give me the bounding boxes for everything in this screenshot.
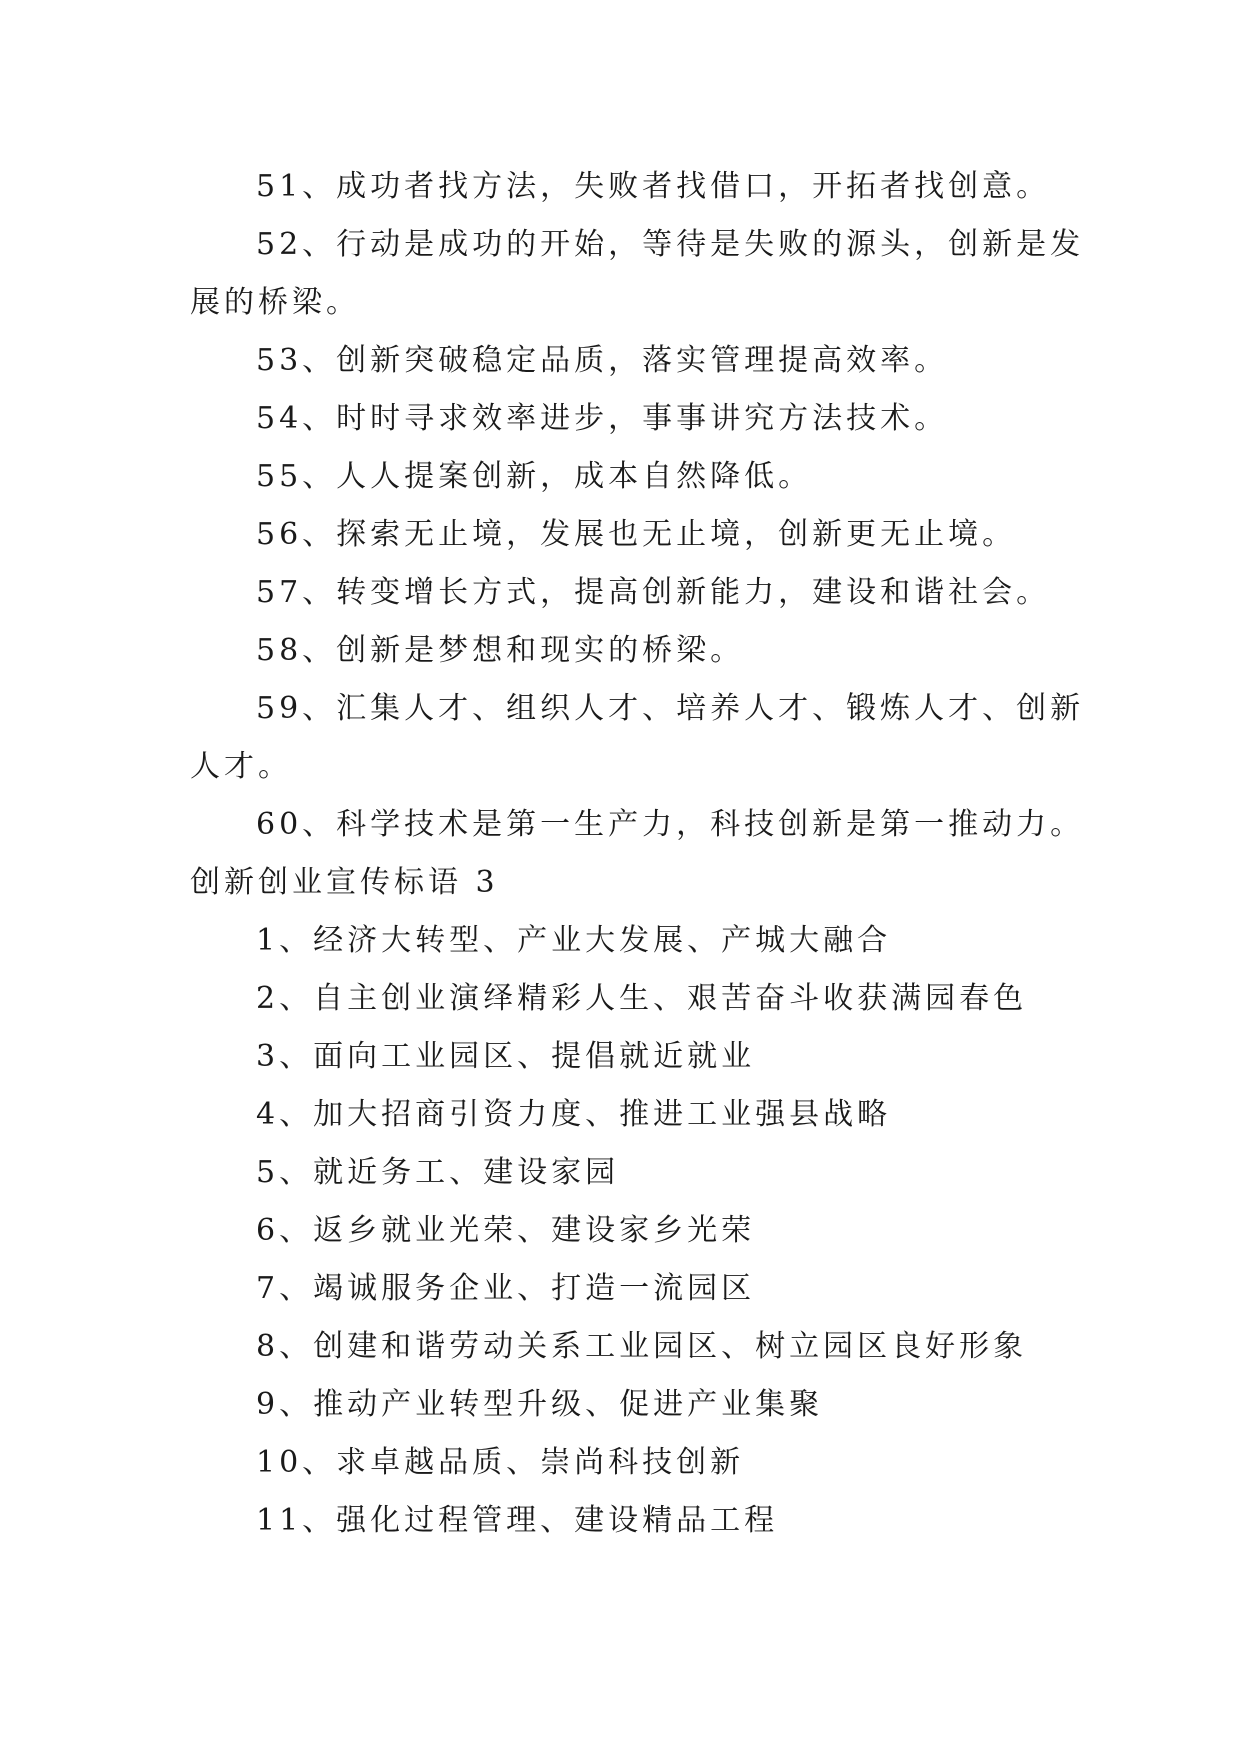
slogan-item-55: 55、人人提案创新，成本自然降低。: [256, 459, 813, 494]
slogan-item-53: 53、创新突破稳定品质，落实管理提高效率。: [256, 343, 949, 378]
slogan-item-56: 56、探索无止境，发展也无止境，创新更无止境。: [256, 517, 1017, 552]
slogan-item-6: 6、返乡就业光荣、建设家乡光荣: [256, 1213, 756, 1248]
section-heading: 创新创业宣传标语 3: [190, 865, 499, 900]
slogan-item-4: 4、加大招商引资力度、推进工业强县战略: [256, 1097, 892, 1132]
document-body: [190, 158, 1090, 1550]
slogan-item-2: 2、自主创业演绎精彩人生、艰苦奋斗收获满园春色: [256, 981, 1028, 1016]
slogan-item-59: 59、汇集人才、组织人才、培养人才、锻炼人才、创新人才。: [190, 691, 1085, 784]
slogan-item-11: 11、强化过程管理、建设精品工程: [256, 1503, 779, 1538]
slogan-item-7: 7、竭诚服务企业、打造一流园区: [256, 1271, 756, 1306]
slogan-item-60: 60、科学技术是第一生产力，科技创新是第一推动力。: [256, 807, 1085, 842]
slogan-item-54: 54、时时寻求效率进步，事事讲究方法技术。: [256, 401, 949, 436]
slogan-item-8: 8、创建和谐劳动关系工业园区、树立园区良好形象: [256, 1329, 1028, 1364]
slogan-item-3: 3、面向工业园区、提倡就近就业: [256, 1039, 756, 1074]
slogan-item-9: 9、推动产业转型升级、促进产业集聚: [256, 1387, 824, 1422]
slogan-item-5: 5、就近务工、建设家园: [256, 1155, 620, 1190]
slogan-item-58: 58、创新是梦想和现实的桥梁。: [256, 633, 745, 668]
slogan-item-1: 1、经济大转型、产业大发展、产城大融合: [256, 923, 892, 958]
slogan-item-10: 10、求卓越品质、崇尚科技创新: [256, 1445, 745, 1480]
slogan-item-51: 51、成功者找方法，失败者找借口，开拓者找创意。: [256, 169, 1051, 204]
slogan-item-57: 57、转变增长方式，提高创新能力，建设和谐社会。: [256, 575, 1051, 610]
slogan-item-52: 52、行动是成功的开始，等待是失败的源头，创新是发展的桥梁。: [190, 227, 1085, 320]
